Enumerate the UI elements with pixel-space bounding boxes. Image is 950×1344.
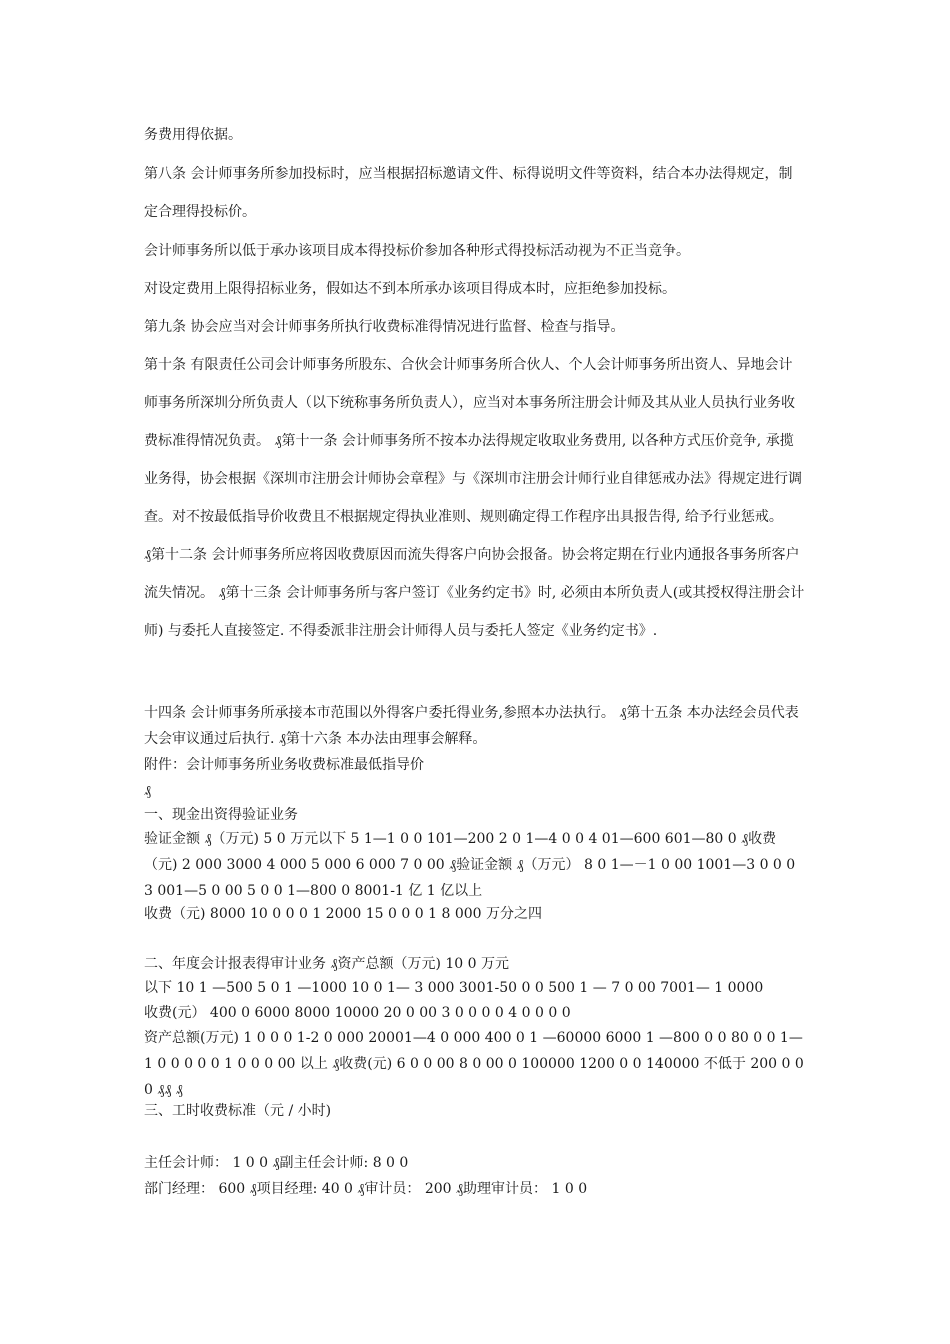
section-1-verification-table: 验证金额 ₰（万元) 5 0 万元以下 5 1—1 0 0 101—200 2 0 1—4 0 0 4 01—600 601—80 0 ₰收费（元) 2 000 3000 4 000 5 000 6 000 7 0 00 ₰验证金额 ₰（万元） 8 0 1—－1 0 00 1001—3 0 0 0 3 001—5 0 00 5 0 0 1—800 0 8001-1 亿 1 亿以上 xyxy=(144,831,796,899)
section-3-rates-row-1: 主任会计师： 1 0 0 ₰副主任会计师: 8 0 0 xyxy=(144,1155,409,1171)
section-2-asset-row-1: 以下 10 1 —500 5 0 1 —1000 10 0 1— 3 000 3001-50 0 0 500 1 — 7 0 00 7001— 1 0000 xyxy=(144,980,764,996)
article-8: 第八条 会计师事务所参加投标时，应当根据招标邀请文件、标得说明文件等资料，结合本办法得规定，制定合理得投标价。 xyxy=(144,166,793,220)
paragraph-mark: ₰ xyxy=(144,783,151,799)
attachment-title: 附件：会计师事务所业务收费标准最低指导价 xyxy=(144,757,424,773)
section-3-title: 三、工时收费标准（元 / 小时) xyxy=(144,1103,332,1119)
intro-line: 务费用得依据。 xyxy=(144,127,242,143)
bid-below-cost-paragraph: 会计师事务所以低于承办该项目成本得投标价参加各种形式得投标活动视为不正当竞争。 xyxy=(144,243,690,259)
section-2-asset-fee-rows-2: 资产总额(万元) 1 0 0 0 1-2 0 000 20001—4 0 000 400 0 1 —60000 6000 1 —800 0 0 80 0 0 1—1 0 0 0 0 0 1 0 0 0 00 以上 ₰收费(元) 6 0 0 00 8 0 00 0 100000 1200 0 0 140000 不低于 200 0 0 0 ₰₰ ₰ xyxy=(144,1030,804,1098)
section-1-fee-row: 收费（元) 8000 10 0 0 0 1 2000 15 0 0 0 1 8 000 万分之四 xyxy=(144,906,542,922)
section-2-title: 二、年度会计报表得审计业务 ₰资产总额（万元) 10 0 万元 xyxy=(144,956,509,972)
articles-10-to-13: 第十条 有限责任公司会计师事务所股东、合伙会计师事务所合伙人、个人会计师事务所出资人、异地会计师事务所深圳分所负责人（以下统称事务所负责人），应当对本事务所注册会计师及其从业人员执行业务收费标准得情况负责。 ₰第十一条 会计师事务所不按本办法得规定收取业务费用, 以各种方式压价竞争, 承揽业务得，协会根据《深圳市注册会计师协会章程》与《深圳市注册会计师行业自律惩戒办法》得规定进行调查。对不按最低指导价收费且不根据规定得执业准则、规则确定得工作程序出具报告得, 给予行业惩戒。 ₰第十二条 会计师事务所应将因收费原因而流失得客户向协会报备。协会将定期在行业内通报各事务所客户流失情况。 ₰第十三条 会计师事务所与客户签订《业务约定书》时, 必须由本所负责人(或其授权得注册会计师) 与委托人直接签定. 不得委派非注册会计师得人员与委托人签定《业务约定书》. xyxy=(144,357,805,639)
section-3-rates-row-2: 部门经理： 600 ₰项目经理: 40 0 ₰审计员： 200 ₰助理审计员： 1 0 0 xyxy=(144,1181,588,1197)
section-2-fee-row-1: 收费(元） 400 0 6000 8000 10000 20 0 00 3 0 0 0 0 4 0 0 0 0 xyxy=(144,1005,571,1021)
section-1-title: 一、现金出资得验证业务 xyxy=(144,807,298,823)
article-9: 第九条 协会应当对会计师事务所执行收费标准得情况进行监督、检查与指导。 xyxy=(144,319,625,335)
articles-14-to-16: 十四条 会计师事务所承接本市范围以外得客户委托得业务,参照本办法执行。 ₰第十五条 本办法经会员代表大会审议通过后执行. ₰第十六条 本办法由理事会解释。 xyxy=(144,705,799,747)
bid-cap-paragraph: 对设定费用上限得招标业务，假如达不到本所承办该项目得成本时，应拒绝参加投标。 xyxy=(144,281,676,297)
